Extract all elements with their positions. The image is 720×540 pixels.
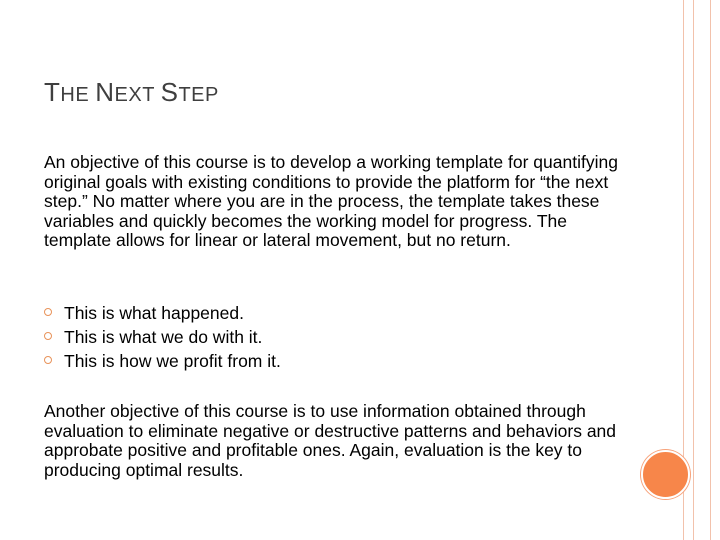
circle-bullet-icon — [44, 332, 52, 340]
body-paragraph-2: Another objective of this course is to use information obtained through evaluation to eliminate negative or destructive patterns and behaviors and approbate positive and profitable ones. Again, evaluation is the key to producing optimal results. — [44, 401, 617, 480]
circle-bullet-icon — [44, 356, 52, 364]
title-small-caps: HE — [60, 84, 96, 106]
bullet-text: This is what happened. — [64, 303, 244, 323]
title-letter: N — [95, 77, 115, 107]
bullet-text: This is what we do with it. — [64, 327, 263, 347]
title-letter: S — [160, 77, 179, 107]
decorative-rule — [693, 0, 694, 540]
title-letter: T — [44, 77, 61, 107]
decorative-rule — [710, 0, 711, 540]
decorative-circle — [641, 450, 690, 499]
title-small-caps: EXT — [114, 84, 161, 106]
title-small-caps: TEP — [178, 84, 219, 106]
bullet-item — [44, 301, 281, 325]
slide-title — [44, 77, 219, 110]
bullet-item — [44, 349, 281, 373]
bullet-item — [44, 325, 281, 349]
body-paragraph-1: An objective of this course is to develop a working template for quantifying original goals with existing conditions to provide the platform for “the next step.” No matter where you are in the process, the template takes these variables and quickly becomes the working model for progress. The template allows for linear or lateral movement, but no return. — [44, 152, 618, 250]
bullet-text: This is how we profit from it. — [64, 351, 281, 371]
circle-bullet-icon — [44, 308, 52, 316]
bullet-list — [44, 301, 281, 373]
